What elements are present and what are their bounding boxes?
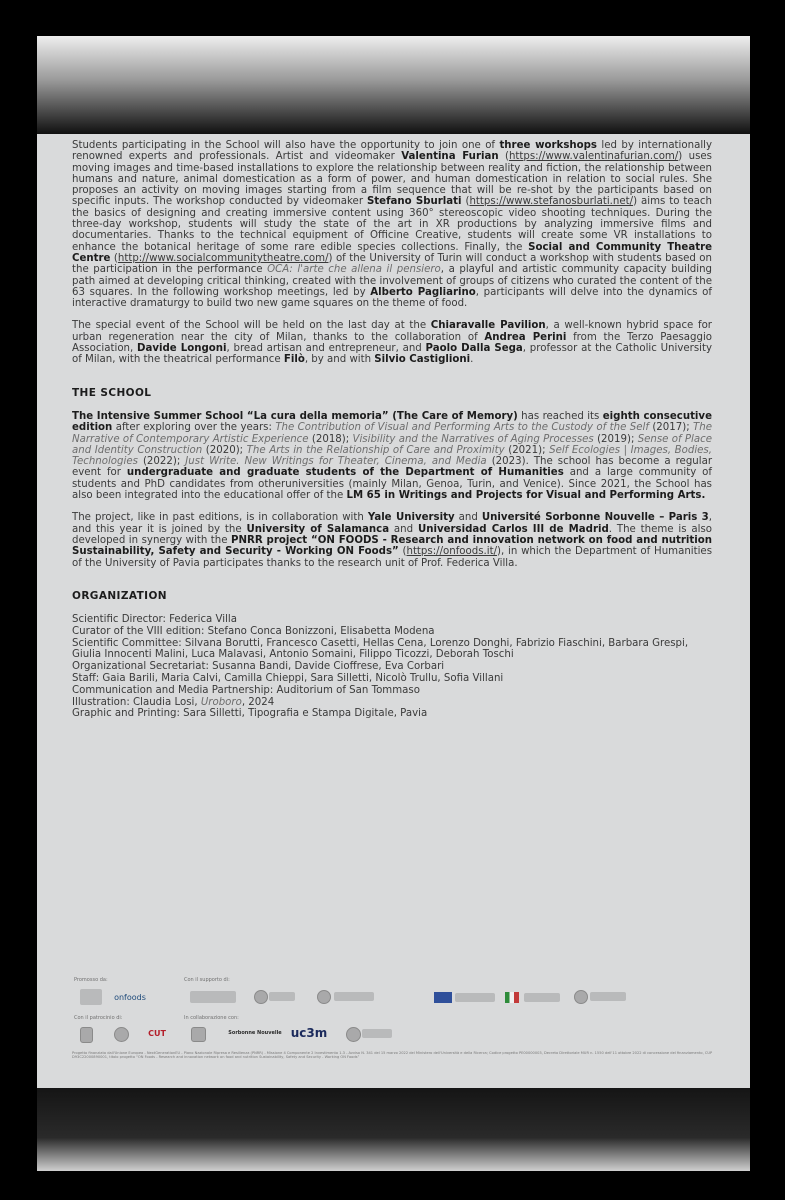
sorbonne-logo: Sorbonne Nouvelle (228, 1029, 282, 1036)
cut-logo: CUT (148, 1028, 166, 1038)
ministry-logo (590, 992, 626, 1001)
supported-by-label: Con il supporto di: (184, 977, 230, 983)
funding-footnote: Progetto finanziato dall'Unione Europea - NextGenerationEU - Piano Nazionale Ripresa e Resilienza (PNRR) - Missione 4 Componente 2 Investimento 1.3 - Avviso N. 341 del 15 marzo 2022 del Ministero dell'Università e della Ricerca; Codice progetto PE00000003, Decreto Direttoriale MUR n. 1550 dell'11 ottobre 2022 di concessione del finanziamento, CUP D93C22000890001, titolo progetto “ON Foods - Research and innovation network on food and nutrition Sustainability, Safety and Security - Working ON Foods” (72, 1051, 713, 1060)
school-paragraph: The Intensive Summer School “La cura della memoria” (The Care of Memory) has reached its eighth consecutive edition after exploring over the years: The Contribution of Visual and Performing Arts to the Custody of the Self (2017); The Narrative of Contemporary Artistic Experience (2018); Visibility and the Narratives of Aging Processes (2019); Sense of Place and Identity Construction (2020); The Arts in the Relationship of Care and Proximity (2021); Self Ecologies | Images, Bodies, Technologies (2022); Just Write. New Writings for Theater, Cinema, and Media (2023). The school has become a regular event for undergraduate and graduate students of the Department of Humanities and a large community of students and PhD candidates from otheruniversities (mainly Milan, Genoa, Turin, and Venice). Since 2021, the School has also been integrated into the educational offer of the LM 65 in Writings and Projects for Visual and Performing Arts. (72, 410, 713, 502)
promoted-by-label: Promosso da: (74, 977, 108, 983)
eu-funding-logo (455, 993, 495, 1002)
org-line: Scientific Director: Federica Villa (72, 614, 238, 626)
logo-strip (72, 971, 722, 1061)
org-line-illustration: Illustration: Claudia Losi, Uroboro, 2024 (72, 696, 275, 708)
org-line: Graphic and Printing: Sara Silletti, Tipografia e Stampa Digitale, Pavia (72, 708, 428, 720)
salamanca-logo (362, 1029, 392, 1038)
special-event-paragraph: The special event of the School will be held on the last day at the Chiaravalle Pavilion, a well-known hybrid space for urban regeneration near the city of Milan, thanks to the collaboration of Andrea Perini from the Terzo Paesaggio Association, Davide Longoni, bread artisan and entrepreneur, and Paolo Dalla Sega, professor at the Catholic University of Milan, with the theatrical performance Filò, by and with Silvio Castiglioni. (72, 320, 713, 366)
org-line: Organizational Secretariat: Susanna Bandi, Davide Cioffrese, Eva Corbari (72, 661, 445, 673)
organization-list (72, 614, 712, 720)
sponsor-seal-1 (254, 990, 268, 1004)
sponsor-logo-1 (190, 991, 236, 1003)
collaboration-label: In collaborazione con: (184, 1015, 239, 1021)
link-onfoods[interactable]: https://onfoods.it/ (406, 546, 498, 558)
salamanca-seal (346, 1027, 361, 1042)
project-paragraph: The project, like in past editions, is in collaboration with Yale University and Université Sorbonne Nouvelle – Paris 3, and this year it is joined by the University of Salamanca and Universidad Carlos III de Madrid. The theme is also developed in synergy with the PNRR project “ON FOODS - Research and innovation network on food and nutrition Sustainability, Safety and Security - Working ON Foods” (https://onfoods.it/), in which the Department of Humanities of the University of Pavia participates thanks to the research unit of Prof. Federica Villa. (72, 512, 713, 569)
yale-logo (191, 1027, 206, 1042)
link-social-community-theatre[interactable]: http://www.socialcommunitytheatre.com/ (117, 252, 329, 264)
eu-flag-icon (434, 992, 452, 1003)
organization-heading: ORGANIZATION (72, 589, 167, 602)
org-line: Staff: Gaia Barili, Maria Calvi, Camilla Chieppi, Sara Silletti, Nicolò Trullu, Sofia Villani (72, 673, 504, 685)
link-stefano-sburlati[interactable]: https://www.stefanosburlati.net/ (469, 196, 634, 208)
patronage-label: Con il patrocinio di: (74, 1015, 123, 1021)
org-line: Curator of the VIII edition: Stefano Conca Bonizzoni, Elisabetta Modena (72, 625, 435, 637)
sponsor-logo-2 (269, 992, 295, 1001)
ministry-seal (574, 990, 588, 1004)
uc3m-logo: uc3m (290, 1026, 328, 1040)
italiadomani-logo (524, 993, 560, 1002)
main-text (72, 140, 712, 720)
link-valentina-furian[interactable]: https://www.valentinafurian.com/ (508, 151, 679, 163)
patron-logo-2 (114, 1027, 129, 1042)
school-heading: THE SCHOOL (72, 386, 152, 399)
sponsor-logo-3 (334, 992, 374, 1001)
org-line: Communication and Media Partnership: Auditorium of San Tommaso (72, 684, 420, 696)
top-shadow (37, 36, 750, 134)
org-line: Scientific Committee: Silvana Borutti, Francesco Casetti, Hellas Cena, Lorenzo Donghi, Fabrizio Fiaschini, Barbara Grespi, Giulia Innocenti Malini, Luca Malavasi, Antonio Somaini, Filippo Ticozzi, Deborah Toschi (72, 637, 689, 661)
bottom-shadow (37, 1088, 750, 1171)
poster-page (37, 36, 750, 1171)
onfoods-logo: onfoods (114, 992, 146, 1002)
university-pavia-logo (80, 989, 102, 1005)
italy-flag-icon (505, 992, 519, 1003)
patron-logo-1 (80, 1027, 93, 1043)
sponsor-seal-2 (317, 990, 331, 1004)
workshops-paragraph: Students participating in the School will also have the opportunity to join one of three workshops led by internationally renowned experts and professionals. Artist and videomaker Valentina Furian (https://www.valentinafurian.com/) uses moving images and time-based installations to explore the relationship between reality and fiction, the relationship between humans and nature, animal domestication as a form of power, and human domestication in relation to social rules. She proposes an activity on moving images starting from a film sequence that will be re-shot by the participants based on specific inputs. The workshop conducted by videomaker Stefano Sburlati (https://www.stefanosburlati.net/) aims to teach the basics of designing and creating immersive content using 360° stereoscopic video shooting techniques. During the three-day workshop, students will study the state of the art in XR productions by analyzing immersive films and documentaries. Thanks to the technical equipment of Officine Creative, students will create some VR installations to enhance the botanical heritage of some rare edible species collections. Finally, the Social and Community Theatre Centre (http://www.socialcommunitytheatre.com/) of the University of Turin will conduct a workshop with students based on the participation in the performance OCA: l'arte che allena il pensiero, a playful and artistic community capacity building path aimed at developing critical thinking, created with the involvement of groups of citizens who curated the content of the 63 squares. In the following workshop meetings, led by Alberto Pagliarino, participants will delve into the dynamics of interactive dramaturgy to build two new game squares on the theme of food. (72, 140, 713, 310)
